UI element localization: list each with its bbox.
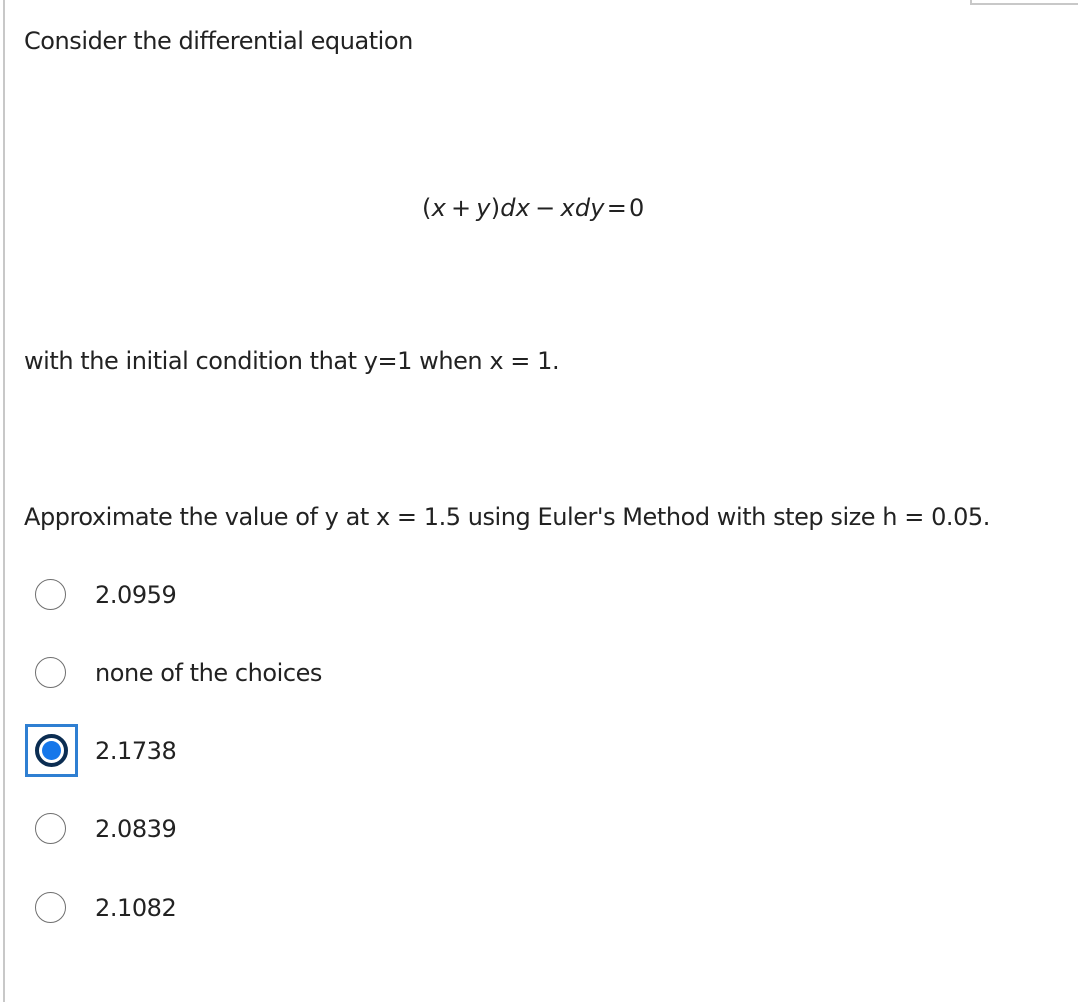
differential-equation	[422, 193, 644, 223]
initial-condition: with the initial condition that y=1 when x = 1.	[24, 347, 560, 375]
equation-plus: +	[450, 194, 472, 222]
answer-option-label: none of the choices	[95, 659, 322, 687]
equation-xdy-term: xdy	[560, 194, 605, 222]
equation-equals: =	[606, 194, 627, 222]
answer-option-3-selected[interactable]	[25, 724, 355, 778]
answer-option-label: 2.0959	[95, 581, 177, 609]
selected-radio-button[interactable]	[35, 734, 68, 767]
answer-option-label: 2.1738	[95, 737, 177, 765]
question-container-border	[3, 0, 5, 1002]
radio-button[interactable]	[35, 579, 66, 610]
answer-option-4[interactable]	[25, 802, 355, 856]
equation-open-paren: (	[422, 194, 432, 222]
radio-button[interactable]	[35, 657, 66, 688]
question-intro: Consider the differential equation	[24, 27, 413, 55]
question-prompt: Approximate the value of y at x = 1.5 using Euler's Method with step size h = 0.05.	[24, 503, 990, 531]
answer-option-2[interactable]	[25, 646, 355, 700]
equation-minus: −	[535, 194, 556, 222]
radio-button[interactable]	[35, 813, 66, 844]
equation-dx-term: dx	[500, 194, 531, 222]
answer-option-label: 2.0839	[95, 815, 177, 843]
answer-option-5[interactable]	[25, 881, 355, 935]
equation-y-term: y	[476, 194, 491, 222]
answer-option-label: 2.1082	[95, 894, 177, 922]
radio-button[interactable]	[35, 892, 66, 923]
top-right-tab-border	[970, 0, 1078, 5]
answer-option-1[interactable]	[25, 568, 355, 622]
equation-close-paren: )	[490, 194, 501, 222]
equation-x-term: x	[431, 194, 446, 222]
equation-zero: 0	[629, 194, 645, 222]
